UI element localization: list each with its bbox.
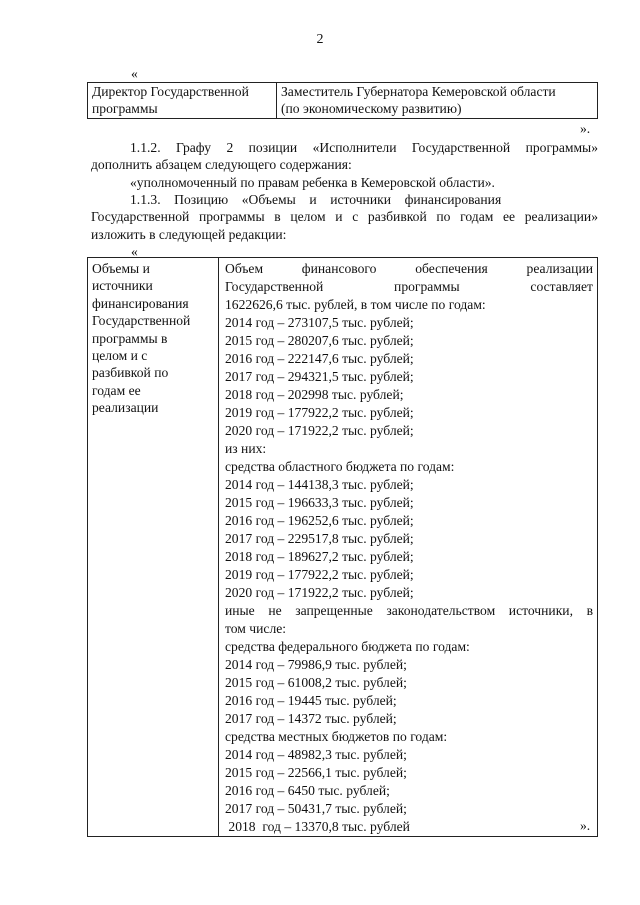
paragraph-line: «уполномоченный по правам ребенка в Кемеровской области». [130,175,495,190]
cell-line: иные не запрещенные законодательством источники, в [225,603,593,618]
cell-line: 2018 год – 13370,8 тыс. рублей [225,819,410,834]
funding-label-cell [88,258,219,837]
paragraph-1-1-3 [91,191,598,243]
table-cell-role [88,83,277,119]
cell-line: 2016 год – 6450 тыс. рублей; [225,783,390,798]
paragraph-line: 1.1.3. Позицию «Объемы и источники финансирования [130,192,502,207]
paragraph-line: Государственной программы в целом и с разбивкой по годам ее реализации» [91,209,598,225]
cell-line: целом и с [92,348,148,364]
close-quote: ». [580,121,591,136]
cell-line: 2016 год – 19445 тыс. рублей; [225,693,397,708]
paragraph-line: 1.1.2. Графу 2 позиции «Исполнители Государственной программы» [130,140,598,155]
cell-line: средства федерального бюджета по годам: [225,639,470,654]
cell-line: том числе: [225,621,287,636]
cell-line: 2014 год – 273107,5 тыс. рублей; [225,315,414,330]
cell-line: 2018 год – 189627,2 тыс. рублей; [225,549,414,564]
cell-line: 2017 год – 14372 тыс. рублей; [225,711,397,726]
paragraph-1-1-2 [91,139,598,174]
cell-line: из них: [225,441,267,456]
table-row [88,83,598,119]
table-cell-person [277,83,598,119]
cell-line: финансирования [92,295,189,311]
cell-line: 1622626,6 тыс. рублей, в том числе по годам: [225,297,486,312]
cell-line: 2019 год – 177922,2 тыс. рублей; [225,567,414,582]
cell-line: 2016 год – 196252,6 тыс. рублей; [225,513,414,528]
cell-line: Объем финансового обеспечения реализации [225,261,593,276]
cell-line: средства местных бюджетов по годам: [225,729,448,744]
cell-line: Заместитель Губернатора Кемеровской области [281,84,556,99]
cell-line: 2017 год – 229517,8 тыс. рублей; [225,531,414,546]
cell-line: программы [92,100,158,116]
cell-line: источники [92,278,153,294]
cell-line: 2017 год – 50431,7 тыс. рублей; [225,801,407,816]
cell-line: 2019 год – 177922,2 тыс. рублей; [225,405,414,420]
cell-line: 2015 год – 196633,3 тыс. рублей; [225,495,414,510]
cell-line: 2014 год – 144138,3 тыс. рублей; [225,477,414,492]
table-row [88,258,598,837]
cell-line: 2020 год – 171922,2 тыс. рублей; [225,423,414,438]
cell-line: разбивкой по [92,365,169,381]
open-quote: « [131,244,138,259]
cell-line: программы в [92,330,168,346]
cell-line: (по экономическому развитию) [281,100,462,116]
paragraph-line: дополнить абзацем следующего содержания: [91,157,352,173]
cell-line: реализации [92,400,159,416]
paragraph-line: изложить в следующей редакции: [91,226,287,242]
cell-line: 2015 год – 22566,1 тыс. рублей; [225,765,407,780]
cell-line: Государственной [92,313,191,329]
funding-value-cell [219,258,598,837]
cell-line: 2018 год – 202998 тыс. рублей; [225,387,404,402]
cell-line: 2016 год – 222147,6 тыс. рублей; [225,351,414,366]
cell-line: 2017 год – 294321,5 тыс. рублей; [225,369,414,384]
cell-line: годам ее [92,382,141,398]
cell-line: 2015 год – 61008,2 тыс. рублей; [225,675,407,690]
cell-line: 2014 год – 79986,9 тыс. рублей; [225,657,407,672]
cell-line: Директор Государственной [92,84,249,99]
page-number: 2 [316,32,324,47]
cell-line: средства областного бюджета по годам: [225,459,455,474]
open-quote: « [131,66,138,81]
cell-line: Объемы и [92,261,150,276]
cell-line: 2014 год – 48982,3 тыс. рублей; [225,747,407,762]
funding-table [87,257,598,837]
cell-line: 2020 год – 171922,2 тыс. рублей; [225,585,414,600]
cell-line: 2015 год – 280207,6 тыс. рублей; [225,333,414,348]
cell-line: Государственной программы составляет [225,279,593,294]
paragraph-quote [91,174,598,191]
close-quote: ». [580,818,591,833]
responsible-table [87,82,598,119]
